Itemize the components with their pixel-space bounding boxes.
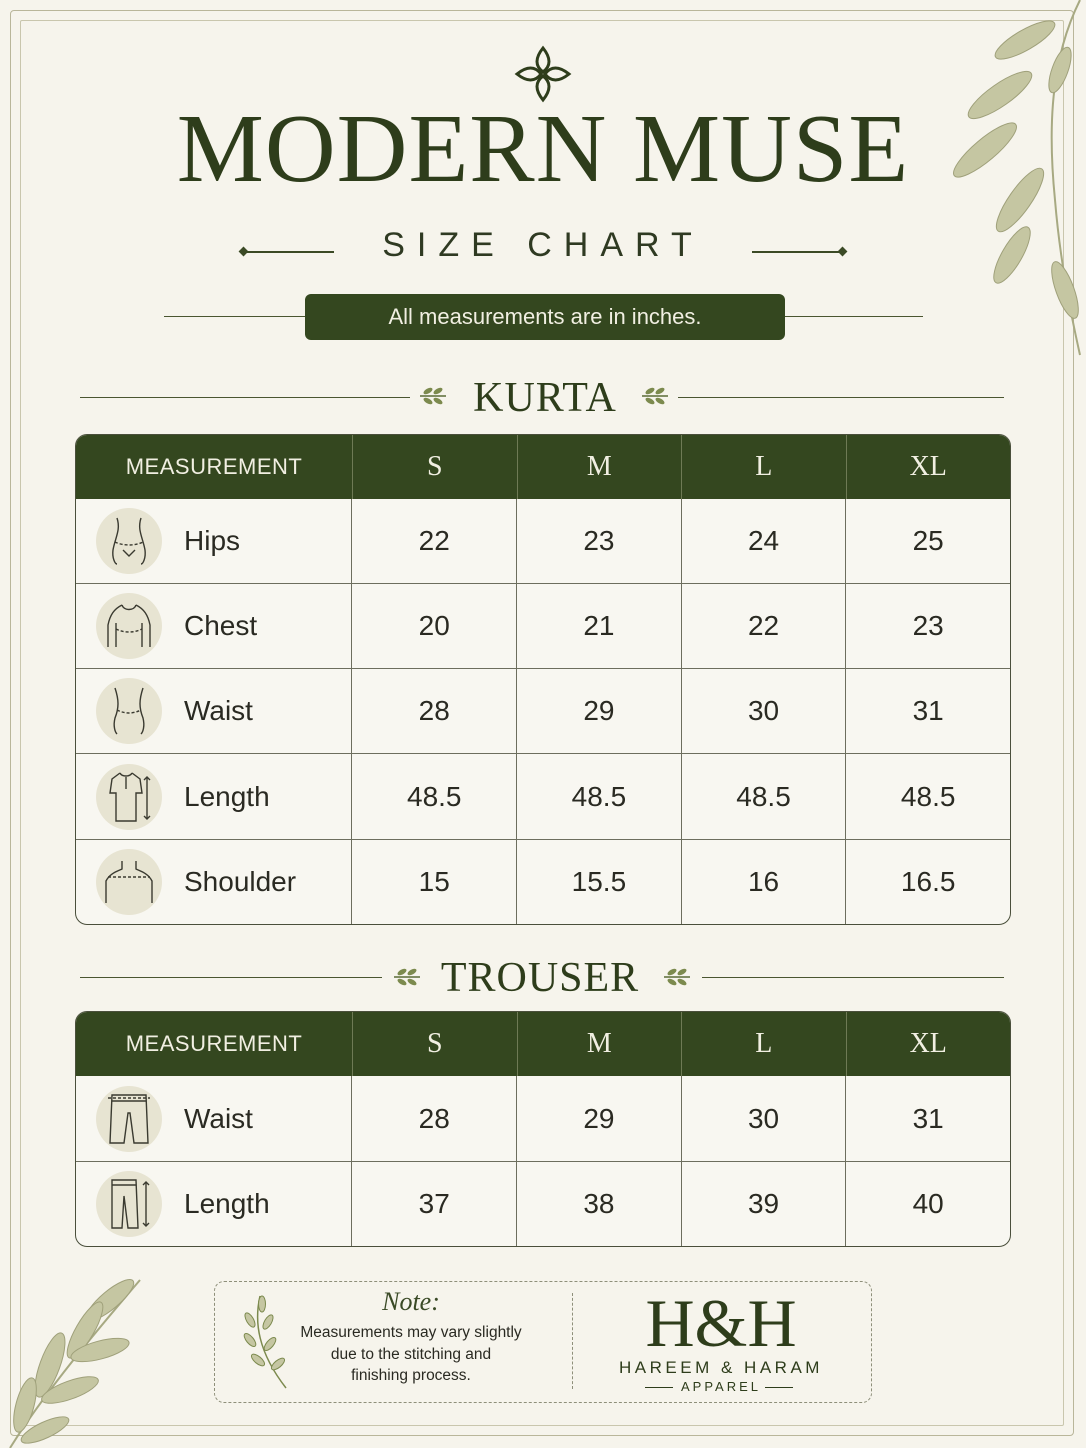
header-cell: S bbox=[353, 1012, 517, 1076]
value-cell: 23 bbox=[912, 610, 944, 641]
table-header bbox=[76, 1012, 1010, 1076]
header-cell: S bbox=[353, 435, 517, 499]
value-cell: 38 bbox=[517, 1162, 682, 1246]
header-cell: MEASUREMENT bbox=[76, 435, 353, 499]
value-cell: 39 bbox=[682, 1162, 847, 1246]
leaf-sprig-icon bbox=[240, 1292, 292, 1392]
trouser-waist-icon bbox=[96, 1086, 162, 1152]
value-cell: 15 bbox=[352, 840, 517, 924]
value-cell: 16.5 bbox=[900, 866, 956, 897]
shoulder-icon bbox=[96, 849, 162, 915]
value-cell: 37 bbox=[352, 1162, 517, 1246]
banner-line-right bbox=[785, 316, 923, 317]
measurement-name: Waist bbox=[184, 1102, 253, 1134]
header-cell: XL bbox=[909, 451, 947, 482]
measurement-cell bbox=[76, 669, 352, 753]
value-cell: 25 bbox=[912, 525, 944, 556]
measurement-cell bbox=[76, 1076, 352, 1161]
measurement-cell bbox=[76, 499, 352, 583]
trouser-table bbox=[75, 1011, 1011, 1247]
value-cell: 22 bbox=[682, 584, 847, 668]
table-row bbox=[76, 668, 1010, 753]
value-cell: 48.5 bbox=[352, 754, 517, 839]
trouser-divider-right bbox=[702, 977, 1004, 978]
header-cell: XL bbox=[909, 1028, 947, 1059]
kurta-divider-left bbox=[80, 397, 410, 398]
table-row bbox=[76, 1161, 1010, 1246]
value-cell: 31 bbox=[912, 695, 944, 726]
subtitle: SIZE CHART bbox=[382, 226, 704, 264]
table-row bbox=[76, 839, 1010, 924]
note-line: due to the stitching and bbox=[330, 1345, 492, 1363]
value-cell: 30 bbox=[682, 669, 847, 753]
note-line: Measurements may vary slightly bbox=[300, 1324, 522, 1341]
table-body bbox=[76, 499, 1010, 924]
kurta-table bbox=[75, 434, 1011, 925]
sprig-icon bbox=[662, 965, 692, 989]
value-cell: 48.5 bbox=[900, 780, 956, 812]
sprig-icon bbox=[640, 384, 670, 408]
units-banner: All measurements are in inches. bbox=[305, 294, 785, 340]
hips-icon bbox=[96, 508, 162, 574]
measurement-name: Chest bbox=[184, 610, 258, 641]
header-cell: M bbox=[518, 435, 682, 499]
header-cell: L bbox=[682, 435, 846, 499]
trouser-length-icon bbox=[96, 1171, 162, 1237]
banner-line-left bbox=[164, 316, 305, 317]
value-cell: 16 bbox=[682, 840, 847, 924]
measurement-name: Hips bbox=[184, 525, 241, 556]
logo-mark: H&H bbox=[645, 1285, 797, 1361]
value-cell: 29 bbox=[517, 1076, 682, 1161]
value-cell: 24 bbox=[682, 499, 847, 583]
measurement-name: Shoulder bbox=[184, 866, 297, 897]
measurement-name: Length bbox=[184, 780, 270, 812]
value-cell: 20 bbox=[352, 584, 517, 668]
measurement-cell bbox=[76, 754, 352, 839]
value-cell: 23 bbox=[517, 499, 682, 583]
value-cell: 31 bbox=[912, 1102, 944, 1134]
logo-name: HAREEM & HARAM bbox=[619, 1358, 823, 1377]
measurement-cell bbox=[76, 584, 352, 668]
chest-icon bbox=[96, 593, 162, 659]
sprig-icon bbox=[418, 384, 448, 408]
logo-sub-line-right bbox=[765, 1387, 793, 1388]
logo-sub: APPAREL bbox=[680, 1379, 761, 1394]
value-cell: 22 bbox=[352, 499, 517, 583]
measurement-name: Length bbox=[184, 1188, 270, 1219]
value-cell: 48.5 bbox=[517, 754, 682, 839]
header-cell: L bbox=[682, 1012, 846, 1076]
measurement-name: Waist bbox=[184, 695, 253, 726]
table-row bbox=[76, 583, 1010, 668]
header-cell: M bbox=[518, 1012, 682, 1076]
waist-icon bbox=[96, 678, 162, 744]
sprig-icon bbox=[392, 965, 422, 989]
table-body bbox=[76, 1076, 1010, 1246]
subtitle-row bbox=[0, 226, 1086, 265]
kurta-length-icon bbox=[96, 764, 162, 830]
value-cell: 29 bbox=[517, 669, 682, 753]
value-cell: 48.5 bbox=[682, 754, 847, 839]
table-row bbox=[76, 499, 1010, 583]
kurta-section-title: KURTA bbox=[473, 375, 617, 421]
kurta-divider-right bbox=[678, 397, 1004, 398]
table-header bbox=[76, 435, 1010, 499]
note-title: Note: bbox=[382, 1287, 440, 1316]
leaf-branch-icon bbox=[0, 1270, 150, 1448]
note-text bbox=[288, 1322, 534, 1387]
value-cell: 30 bbox=[682, 1076, 847, 1161]
header-cell: MEASUREMENT bbox=[76, 1012, 353, 1076]
table-row bbox=[76, 1076, 1010, 1161]
measurement-cell bbox=[76, 840, 352, 924]
note-line: finishing process. bbox=[351, 1367, 471, 1384]
trouser-divider-left bbox=[80, 977, 382, 978]
value-cell: 15.5 bbox=[517, 840, 682, 924]
brand-title: MODERN MUSE bbox=[176, 95, 910, 203]
value-cell: 28 bbox=[352, 669, 517, 753]
table-row bbox=[76, 753, 1010, 839]
value-cell: 40 bbox=[912, 1188, 944, 1219]
measurement-cell bbox=[76, 1162, 352, 1246]
trouser-section-title: TROUSER bbox=[440, 955, 640, 1001]
value-cell: 28 bbox=[352, 1076, 517, 1161]
value-cell: 21 bbox=[517, 584, 682, 668]
